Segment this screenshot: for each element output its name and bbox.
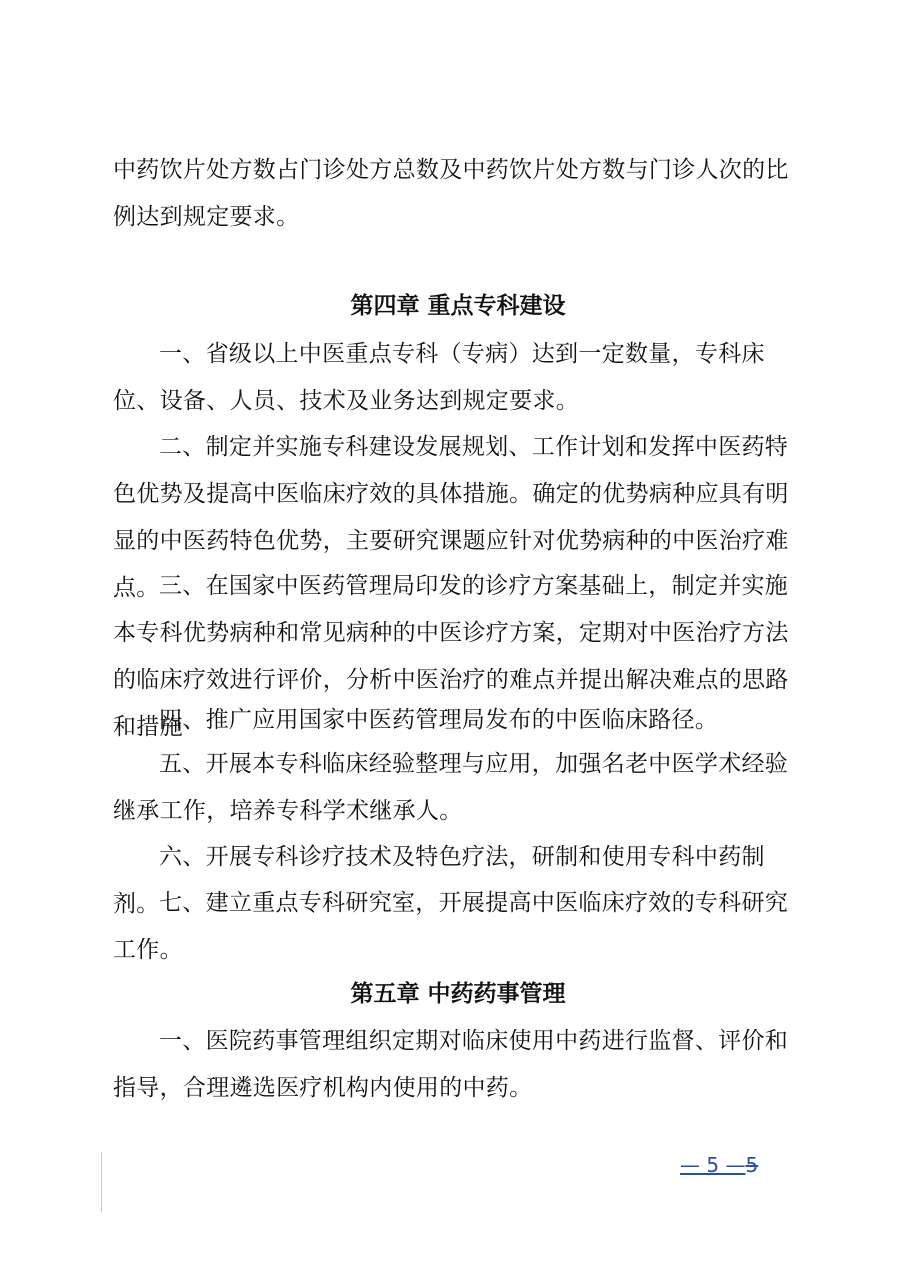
page-number: — 5 — bbox=[680, 1153, 746, 1177]
chapter-4-item-2: 二、制定并实施专科建设发展规划、工作计划和发挥中医药特色优势及提高中医临床疗效的具体措施。确定的优势病种应具有明显的中医药特色优势，主要研究课题应针对优势病种的中医治疗难点。 bbox=[113, 434, 789, 601]
paragraph-intro: 中药饮片处方数占门诊处方总数及中药饮片处方数与门诊人次的比例达到规定要求。 bbox=[113, 157, 789, 230]
chapter-5-heading: 第五章 中药药事管理 bbox=[350, 981, 566, 1007]
chapter-4-item-7: 七、建立重点专科研究室，开展提高中医临床疗效的专科研究工作。 bbox=[113, 890, 789, 963]
chapter-4-item-1: 一、省级以上中医重点专科（专病）达到一定数量，专科床位、设备、人员、技术及业务达到规定要求。 bbox=[113, 341, 765, 414]
chapter-4-item-6: 六、开展专科诊疗技术及特色疗法，研制和使用专科中药制剂。 bbox=[113, 844, 765, 917]
chapter-4-item-5: 五、开展本专科临床经验整理与应用，加强名老中医学术经验继承工作，培养专科学术继承人。 bbox=[113, 751, 789, 824]
chapter-4-heading: 第四章 重点专科建设 bbox=[350, 293, 566, 319]
page-footer bbox=[680, 1153, 758, 1177]
page-number-old: 5 bbox=[745, 1153, 759, 1177]
chapter-4-item-4: 四、推广应用国家中医药管理局发布的中医临床路径。 bbox=[159, 707, 719, 733]
chapter-5-item-1: 一、医院药事管理组织定期对临床使用中药进行监督、评价和指导，合理遴选医疗机构内使用的中药。 bbox=[113, 1028, 789, 1101]
chapter-4-item-3: 三、在国家中医药管理局印发的诊疗方案基础上，制定并实施本专科优势病种和常见病种的中医诊疗方案，定期对中医治疗方法的临床疗效进行评价，分析中医治疗的难点并提出解决难点的思路和措施 bbox=[113, 573, 789, 740]
margin-divider bbox=[101, 1152, 102, 1212]
